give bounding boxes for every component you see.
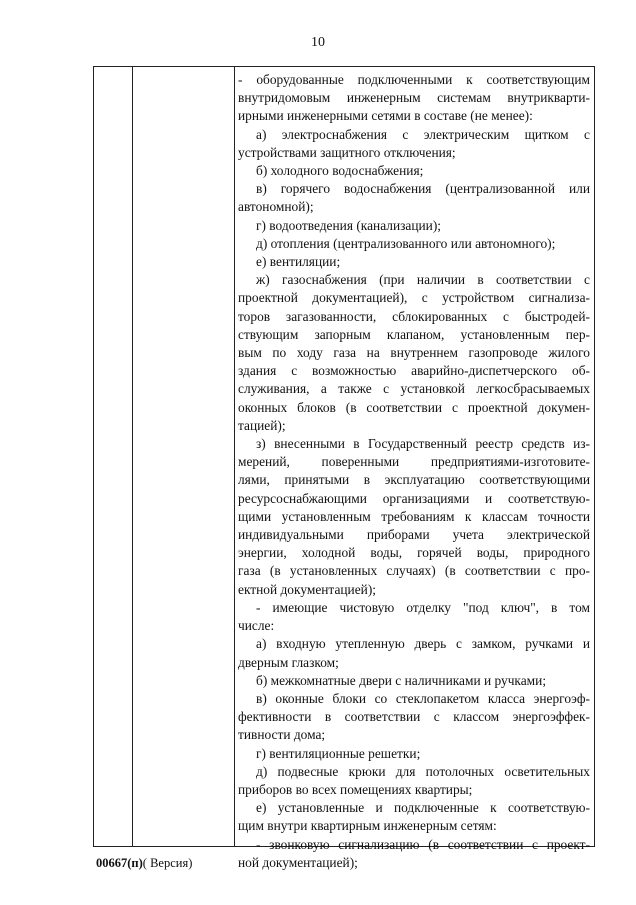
text-line: энергии, холодной воды, горячей воды, природного	[238, 545, 590, 561]
text-line: д) отопления (централизованного или автономного);	[256, 235, 556, 251]
text-line: автономной);	[238, 199, 314, 215]
document-code: 00667(п)	[96, 856, 143, 870]
text-line: - имеющие чистовую отделку "под ключ", в том	[256, 599, 590, 615]
text-line: а) входную утепленную дверь с замком, ручками и	[256, 636, 590, 652]
text-line: б) межкомнатные двери с наличниками и ручками;	[256, 672, 547, 688]
table-cell-text	[238, 71, 590, 872]
text-line: тивности дома;	[238, 727, 326, 743]
footer	[96, 856, 192, 871]
column-divider	[132, 67, 133, 846]
text-line: индивидуальными приборами учета электрической	[238, 527, 590, 543]
text-line: ектной документацией);	[238, 581, 377, 597]
text-line: е) установленные и подключенные к соответствую-	[256, 800, 590, 816]
text-line: внутридомовым инженерным системам внутрикварти-	[238, 90, 590, 106]
text-line: фективности в соответствии с классом энергоэффек-	[238, 709, 590, 725]
text-line: устройствами защитного отключения;	[238, 144, 456, 160]
text-line: вым по ходу газа на внутреннем газопроводе жилого	[238, 345, 590, 361]
text-line: проектной документацией), с устройством сигнализа-	[238, 290, 590, 306]
text-line: - звонковую сигнализацию (в соответствии с проект-	[256, 836, 590, 852]
text-line: газа (в установленных случаях) (в соответствии с про-	[238, 563, 590, 579]
text-line: б) холодного водоснабжения;	[256, 163, 424, 179]
text-line: а) электроснабжения с электрическим щитком с	[256, 126, 590, 142]
text-line: ной документацией);	[238, 854, 358, 870]
text-line: торов загазованности, сблокированных с быстродей-	[238, 308, 590, 324]
text-line: ствующим запорным клапаном, установленным пер-	[238, 326, 590, 342]
text-line: е) вентиляции;	[256, 254, 341, 270]
text-line: ресурсоснабжающими организациями и соответствую-	[238, 490, 590, 506]
text-line: в) горячего водоснабжения (централизованной или	[256, 181, 590, 197]
column-divider	[234, 67, 235, 846]
text-line: з) внесенными в Государственный реестр средств из-	[256, 436, 590, 452]
text-line: мерений, поверенными предприятиями-изготовите-	[238, 454, 590, 470]
page-number: 10	[311, 35, 325, 50]
text-line: в) оконные блоки со стеклопакетом класса энергоэф-	[256, 690, 590, 706]
version-label: ( Версия)	[142, 856, 193, 870]
text-line: щими установленным требованиям к классам точности	[238, 508, 590, 524]
text-line: приборов во всех помещениях квартиры;	[238, 781, 473, 797]
text-line: щим внутри квартирным инженерным сетям:	[238, 818, 497, 834]
text-line: - оборудованные подключенными к соответствующим	[238, 72, 590, 87]
text-line: г) водоотведения (канализации);	[256, 217, 442, 233]
text-line: оконных блоков (в соответствии с проектной докумен-	[238, 399, 590, 415]
text-line: д) подвесные крюки для потолочных осветительных	[256, 763, 590, 779]
text-line: ирными инженерными сетями в составе (не менее):	[238, 108, 533, 124]
text-line: ж) газоснабжения (при наличии в соответствии с	[256, 272, 590, 288]
text-line: тацией);	[238, 417, 286, 433]
text-line: служивания, а также с установкой легкосбрасываемых	[238, 381, 590, 397]
text-line: г) вентиляционные решетки;	[256, 745, 421, 761]
text-line: лями, принятыми в эксплуатацию соответствующими	[238, 472, 590, 488]
text-line: дверным глазком;	[238, 654, 339, 670]
text-line: числе:	[238, 618, 275, 634]
text-line: здания с возможностью аварийно-диспетчерского об-	[238, 363, 590, 379]
